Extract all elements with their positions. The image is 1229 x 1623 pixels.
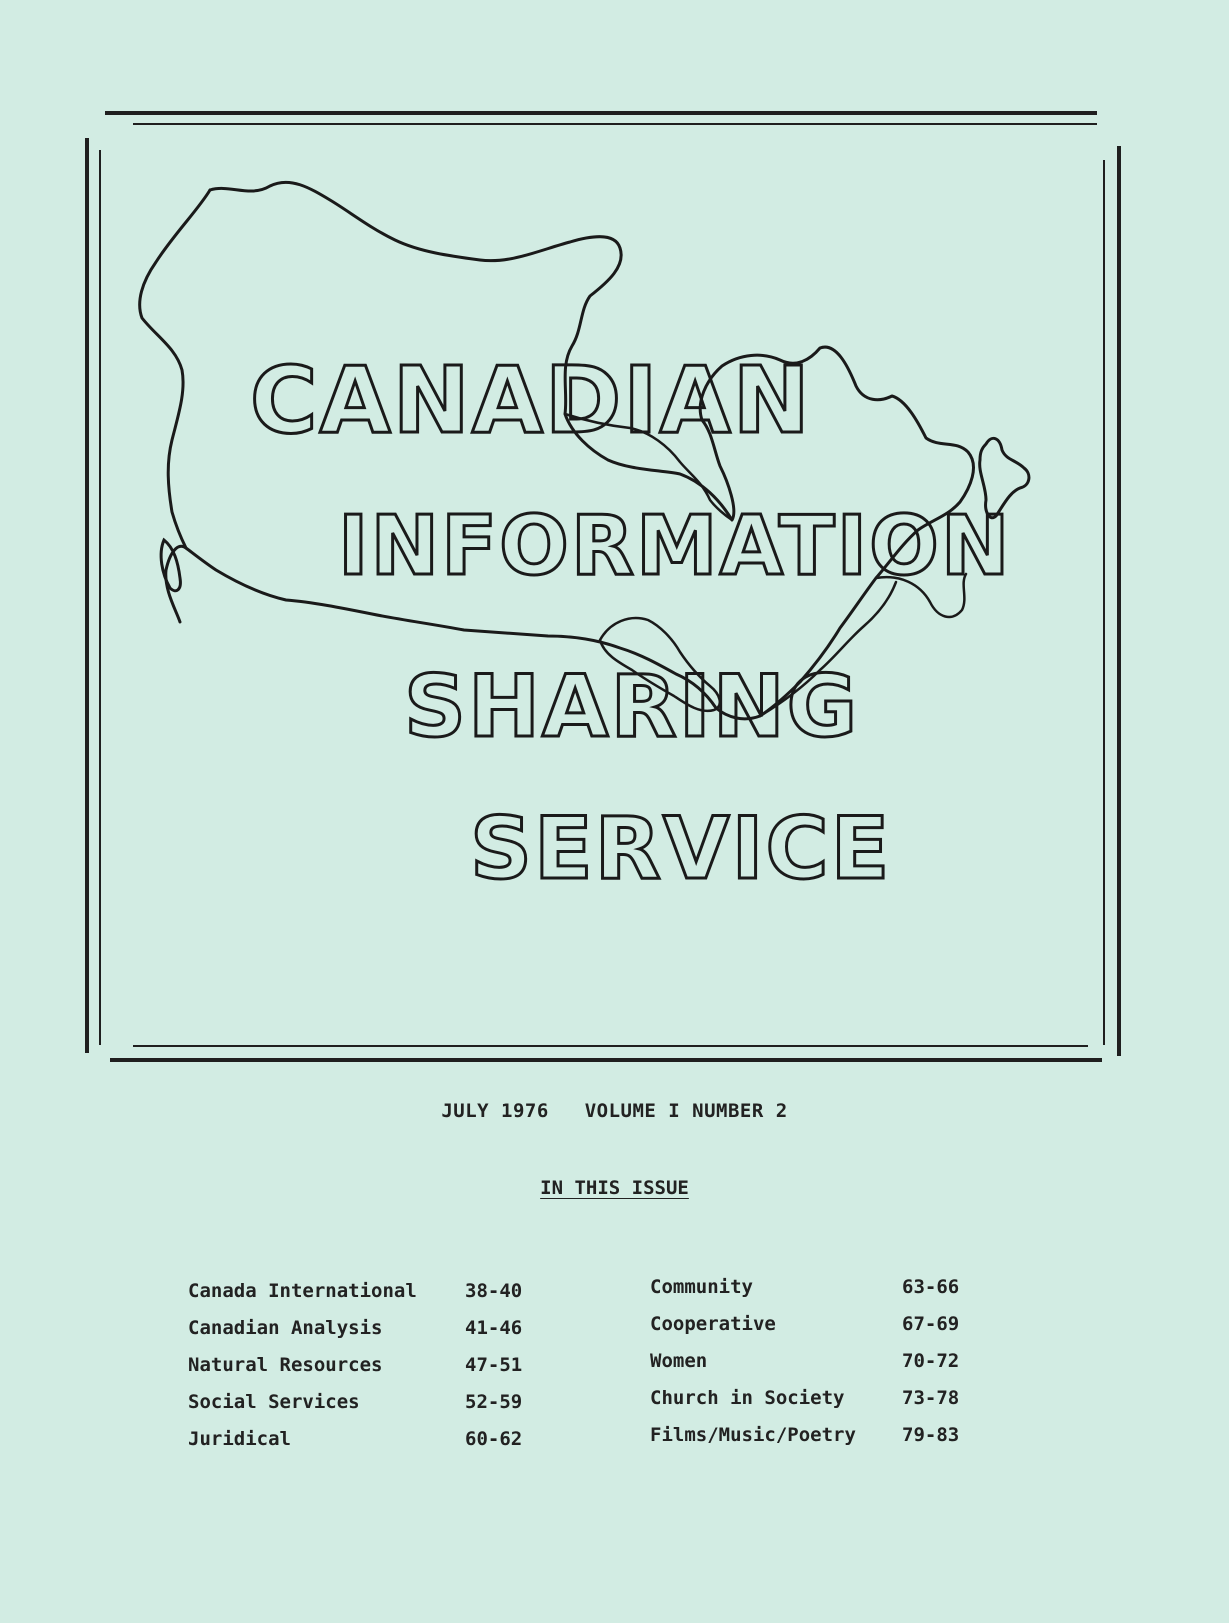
contents-heading: IN THIS ISSUE xyxy=(540,1177,689,1199)
frame-bottom-outer xyxy=(110,1058,1102,1062)
contents-item-title: Juridical xyxy=(188,1427,291,1450)
frame-left-outer xyxy=(85,138,89,1053)
issue-line xyxy=(0,1100,1229,1122)
contents-item-title: Community xyxy=(650,1275,753,1298)
contents-item-title: Canadian Analysis xyxy=(188,1316,383,1339)
contents-item-pages: 47-51 xyxy=(465,1353,523,1376)
contents-item-pages: 60-62 xyxy=(465,1427,523,1450)
title-line-1: CANADIAN xyxy=(250,347,812,454)
contents-item-title: Natural Resources xyxy=(188,1353,383,1376)
contents-item-pages: 63-66 xyxy=(902,1275,960,1298)
contents-item xyxy=(650,1416,982,1453)
title-line-2: INFORMATION xyxy=(338,499,1012,594)
contents-item xyxy=(188,1420,545,1457)
frame-right-outer xyxy=(1117,146,1121,1056)
frame-right-inner xyxy=(1103,160,1105,1045)
contents-item xyxy=(188,1309,545,1346)
contents-item-pages: 38-40 xyxy=(465,1279,523,1302)
contents-item-pages: 70-72 xyxy=(902,1349,960,1372)
contents-right-column xyxy=(650,1268,982,1453)
canada-map-illustration xyxy=(120,170,1100,970)
contents-item-pages: 52-59 xyxy=(465,1390,523,1413)
frame-top-inner xyxy=(133,123,1097,125)
contents-item xyxy=(188,1383,545,1420)
contents-item xyxy=(650,1268,982,1305)
frame-left-inner xyxy=(99,150,101,1045)
contents-item-title: Canada International xyxy=(188,1279,417,1302)
contents-item-pages: 67-69 xyxy=(902,1312,960,1335)
contents-item-title: Cooperative xyxy=(650,1312,776,1335)
title-line-4: SERVICE xyxy=(470,799,892,899)
contents-item xyxy=(650,1342,982,1379)
contents-item-title: Films/Music/Poetry xyxy=(650,1423,856,1446)
canada-west-coast xyxy=(140,190,210,548)
contents-left-column xyxy=(188,1272,545,1457)
contents-item xyxy=(188,1272,545,1309)
contents-item-title: Church in Society xyxy=(650,1386,845,1409)
contents-item xyxy=(188,1346,545,1383)
contents-item-pages: 41-46 xyxy=(465,1316,523,1339)
title-line-3: SHARING xyxy=(404,657,860,757)
contents-item-pages: 79-83 xyxy=(902,1423,960,1446)
contents-item-title: Women xyxy=(650,1349,708,1372)
issue-volume: VOLUME I NUMBER 2 xyxy=(584,1100,788,1122)
frame-top-outer xyxy=(105,111,1097,115)
issue-date: JULY 1976 xyxy=(441,1100,549,1122)
frame-bottom-inner xyxy=(133,1045,1088,1047)
contents-item-pages: 73-78 xyxy=(902,1386,960,1409)
contents-item xyxy=(650,1379,982,1416)
contents-item xyxy=(650,1305,982,1342)
contents-item-title: Social Services xyxy=(188,1390,360,1413)
